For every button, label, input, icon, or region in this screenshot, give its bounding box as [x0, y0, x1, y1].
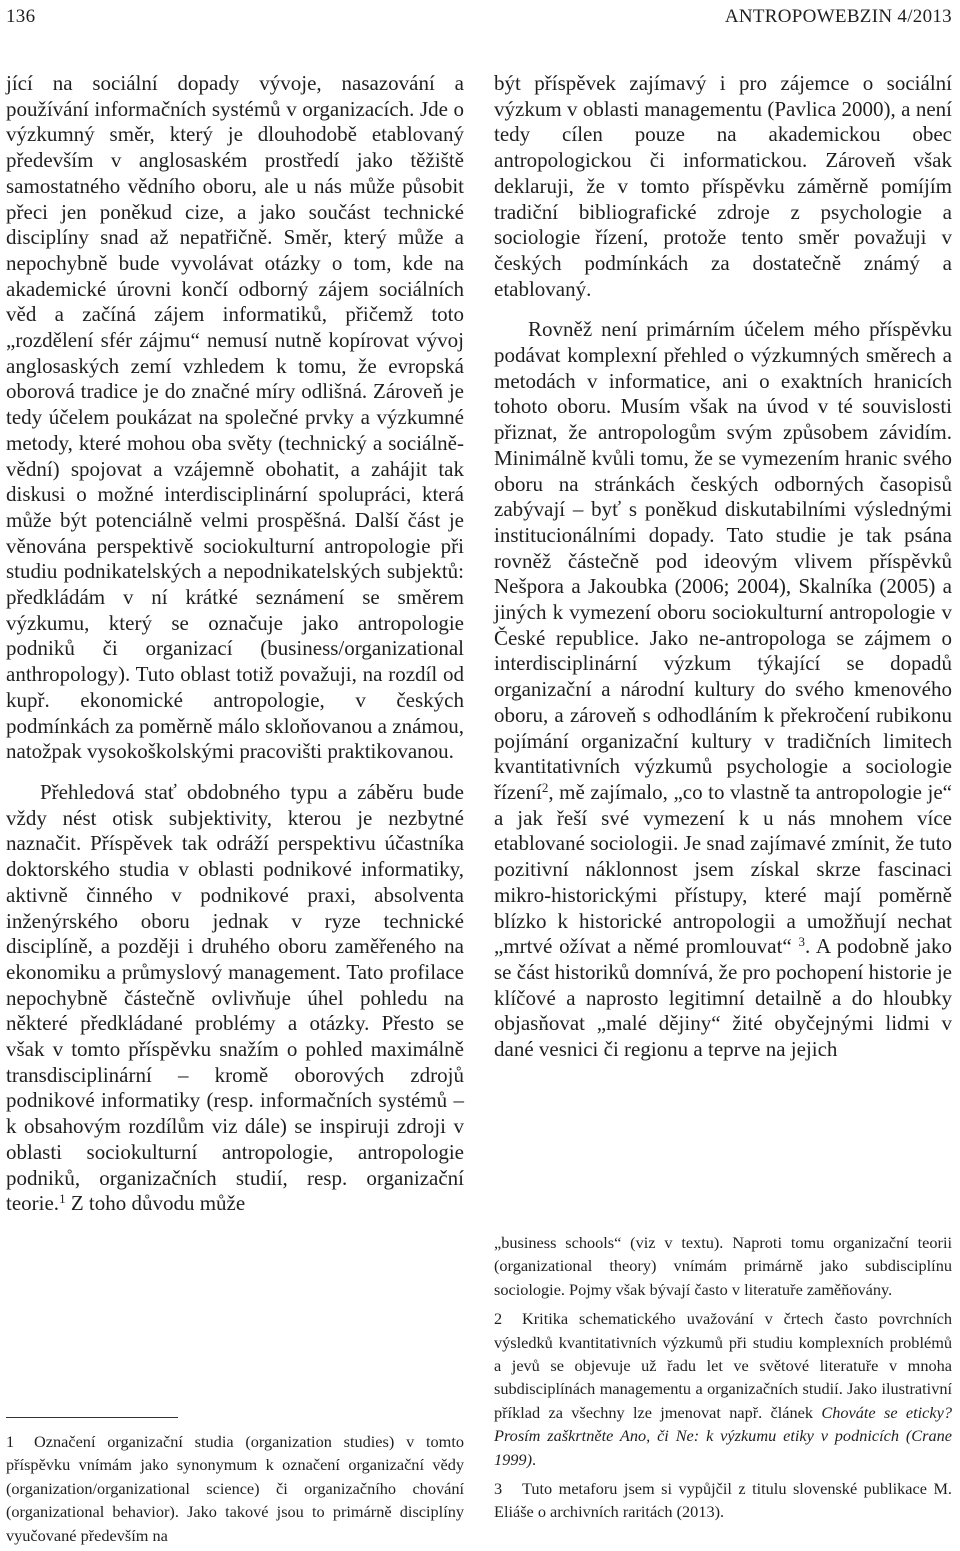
footnote-number: 1 — [6, 1432, 15, 1451]
footnote-ref-3: 3 — [798, 934, 806, 950]
paragraph-text: , mě zajímalo, „co to vlastně ta antropologie je“ a jak řeší své vymezení k u nás mnohem více etablované sociologii. Je snad zajímavé zmínit, že tuto pozitivní náklonnost jsem získal skrze fascinaci mikro-historickými přístupy, které mají poměrně blízko k historické antropologii a umožňují nechat „mrtvé ožívat a němé promlouvat“ — [494, 779, 952, 959]
footnotes-right — [494, 1231, 952, 1524]
footnote-text-end: . — [531, 1449, 537, 1469]
paragraph: být příspěvek zajímavý i pro zájemce o sociální výzkum v oblasti managementu (Pavlica 2000), a není tedy cílen pouze na akademickou obec antropologickou či informatickou. Zároveň však deklaruji, že v tomto příspěvku záměrně pomíjím tradiční bibliografické zdroje z psychologie a sociologie řízení, protože tento směr považuji v českých podmínkách za dostatečně známý a etablovaný. — [494, 71, 952, 301]
footnote-1-continued: „business schools“ (viz v textu). Naproti tomu organizační teorii (organizational theory) vnímám primárně jako subdisciplínu sociologie. Pojmy však bývají často v literatuře zaměňovány. — [494, 1233, 952, 1299]
running-title: ANTROPOWEBZIN 4/2013 — [724, 6, 952, 27]
footnotes-left — [6, 1430, 464, 1547]
footnote-text: Tuto metaforu jsem si vypůjčil z titulu slovenské publikace M. Eliáše o archivních raritách (2013). — [494, 1479, 952, 1522]
paragraph — [494, 317, 952, 1062]
paragraph-text-end: Z toho důvodu může — [65, 1191, 246, 1216]
paragraph-text: Přehledová stať obdobného typu a záběru bude vždy nést otisk subjektivity, kterou je nezbytné naznačit. Příspěvek tak odráží perspektivu účastníka doktorského studia v oblasti podnikové informatiky, aktivně činného v podnikové praxi, absolventa inženýrského oboru jednak v ryze technické disciplíně, a později i druhého oboru zaměřeného na ekonomiku a průmyslový management. Tato profilace nepochybně částečně ovlivňuje úhel pohledu na některé předkládané problémy a otázky. Přesto se však v tomto příspěvku snažím o pohled maximálně transdisciplinární – kromě oborových zdrojů podnikové informatiky (resp. informačních systémů – k obsahovým rozdílům viz dále) se inspiruji zdroji v oblasti sociokulturní antropologie, antropologie podniků, organizačních studií, resp. organizační teorie. — [6, 779, 464, 1216]
footnote-ref-1: 1 — [59, 1191, 66, 1207]
footnote-3 — [494, 1477, 952, 1524]
page-header — [6, 6, 952, 30]
left-column — [6, 71, 464, 1217]
footnote-italic-title: Chováte se eticky? Prosím zaškrtněte Ano, či Ne: k výzkumu etiky v podnicích (Crane 1999) — [494, 1402, 952, 1469]
footnote-text: Označení organizační studia (organization studies) v tomto příspěvku vnímám jako synonymum k označení organizační vědy (organization/organizational science) či organizačního chování (organizational behavior). Jako takové jsou to primárně disciplíny vyučované především na — [6, 1432, 464, 1545]
right-column — [494, 71, 952, 1063]
footnote-1 — [6, 1430, 464, 1547]
page-number: 136 — [6, 6, 36, 27]
footnote-ref-2: 2 — [541, 779, 549, 795]
paragraph — [6, 780, 464, 1217]
paragraph: jící na sociální dopady vývoje, nasazování a používání informačních systémů v organizacích. Jde o výzkumný směr, který je dlouhodobě etablovaný především v anglosaském prostředí jako těžiště samostatného vědního oboru, ale u nás může působit přeci jen poněkud cize, a jako součást technické disciplíny snad až nepatřičně. Směr, který může a nepochybně bude vyvolávat otázky o tom, kde na akademické úrovni končí odborný zájem sociálních věd a začíná zájem informatiků, přičemž toto „rozdělení sfér zájmu“ nemusí nutně kopírovat vývoj anglosaských zemí vzhledem k tomu, že evropská oborová tradice je do značné míry odlišná. Zároveň je tedy účelem poukázat na společné prvky a výzkumné metody, které mohou oba světy (technický a sociálně-vědní) spojovat a vzájemně obohatit, a zahájit tak diskusi o možné interdisciplinární spolupráci, která může být potenciálně velmi prospěšná. Další část je věnována perspektivě sociokulturní antropologie při studiu podnikatelských a nepodnikatelských subjektů: předkládám v ní krátké seznámení se směrem výzkumu, který se označuje jako antropologie podniků či organizací (business/organizational anthropology). Tuto oblast totiž považuji, na rozdíl od kupř. ekonomické antropologie, v českých podmínkách za poměrně málo skloňovanou a známou, natožpak vysokoškolskými pracovišti praktikovanou. — [6, 71, 464, 764]
footnote-number: 3 — [494, 1479, 503, 1499]
paragraph-text: . A podobně jako se část historiků domnívá, že pro pochopení historie je klíčové a naprosto legitimní detailně a do hloubky objasňovat „malé dějiny“ žité obyčejnými lidmi v dané vesnici či regionu a teprve na jejich — [494, 934, 952, 1062]
footnote-number: 2 — [494, 1309, 503, 1329]
footnote-divider — [6, 1417, 178, 1418]
footnote-text: Kritika schematického uvažování v črtech často povrchních výsledků kvantitativních výzkumů při studiu komplexních problémů a jevů se objevuje už řadu let ve světové literatuře v mnoha subdisciplínách managementu a organizačních studií. Jako ilustrativní příklad za všechny lze jmenovat např. článek — [494, 1309, 952, 1422]
footnote-2 — [494, 1307, 952, 1471]
paragraph-text: Rovněž není primárním účelem mého příspěvku podávat komplexní přehled o výzkumných směrech a metodách v informatice, ani o exaktních hranicích tohoto oboru. Musím však na úvod v té souvislosti přiznat, že antropologům svým způsobem závidím. Minimálně kvůli tomu, že se vymezením hranic svého oboru na stránkách českých odborných časopisů zabývají – byť s poněkud diskutabilními výslednými institucionálními dopady. Tato studie je tak psána rovněž částečně pod ideovým vlivem příspěvků Nešpora a Jakoubka (2006; 2004), Skalníka (2005) a jiných k vymezení oboru sociokulturní antropologie v České republice. Jako ne-antropologa se zájmem o interdisciplinární výzkum týkající se dopadů organizační a národní kultury do svého kmenového oboru, a zároveň s odhodláním k překročení rubikonu pojímání organizační kultury v tradičních limitech kvantitativních výzkumů psychologie a sociologie řízení — [494, 317, 952, 804]
